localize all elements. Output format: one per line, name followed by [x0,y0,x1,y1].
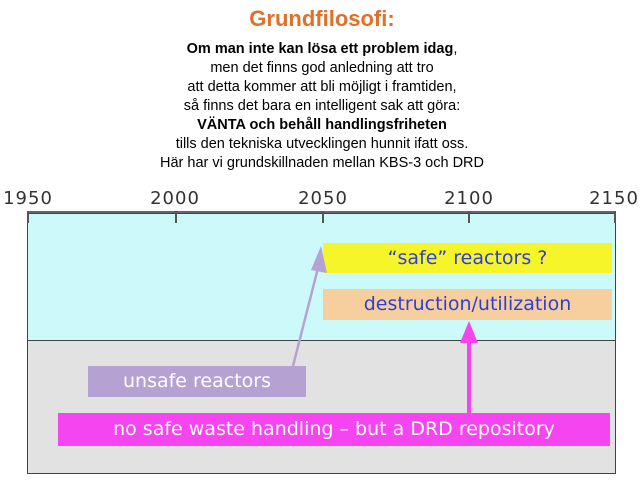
tick-label-2050: 2050 [298,188,348,209]
intro-line-7: Här har vi grundskillnaden mellan KBS-3 och DRD [160,155,484,171]
tick-mark-1950 [27,211,29,223]
intro-line-6: tills den tekniska utvecklingen hunnit ifatt oss. [175,136,469,152]
tick-label-2000: 2000 [150,188,200,209]
intro-line-5: VÄNTA och behåll handlingsfriheten [197,117,447,133]
intro-line-3: att detta kommer att bli möjligt i framtiden, [187,79,457,95]
future-panel [27,213,616,340]
tick-label-1950: 1950 [3,188,53,209]
page-title: Grundfilosofi: [249,6,395,31]
intro-line-1-bold: Om man inte kan lösa ett problem idag [186,41,454,57]
intro-line-1-rest: , [453,41,458,57]
tick-mark-2000 [175,211,177,223]
intro-line-1 [0,40,644,59]
tick-label-2100: 2100 [444,188,494,209]
no-safe-waste-handling-box: no safe waste handling – but a DRD repository [58,413,610,446]
intro-line-4: så finns det bara en intelligent sak att göra: [183,98,461,114]
intro-text [0,40,644,173]
tick-mark-2050 [322,211,324,223]
destruction-utilization-box: destruction/utilization [323,289,612,320]
tick-mark-2150 [614,211,616,223]
intro-line-2: men det finns god anledning att tro [210,60,434,76]
safe-reactors-box: “safe” reactors ? [323,243,612,273]
unsafe-reactors-box: unsafe reactors [88,366,306,397]
tick-label-2150: 2150 [589,188,639,209]
tick-mark-2100 [468,211,470,223]
present-panel [27,340,616,474]
